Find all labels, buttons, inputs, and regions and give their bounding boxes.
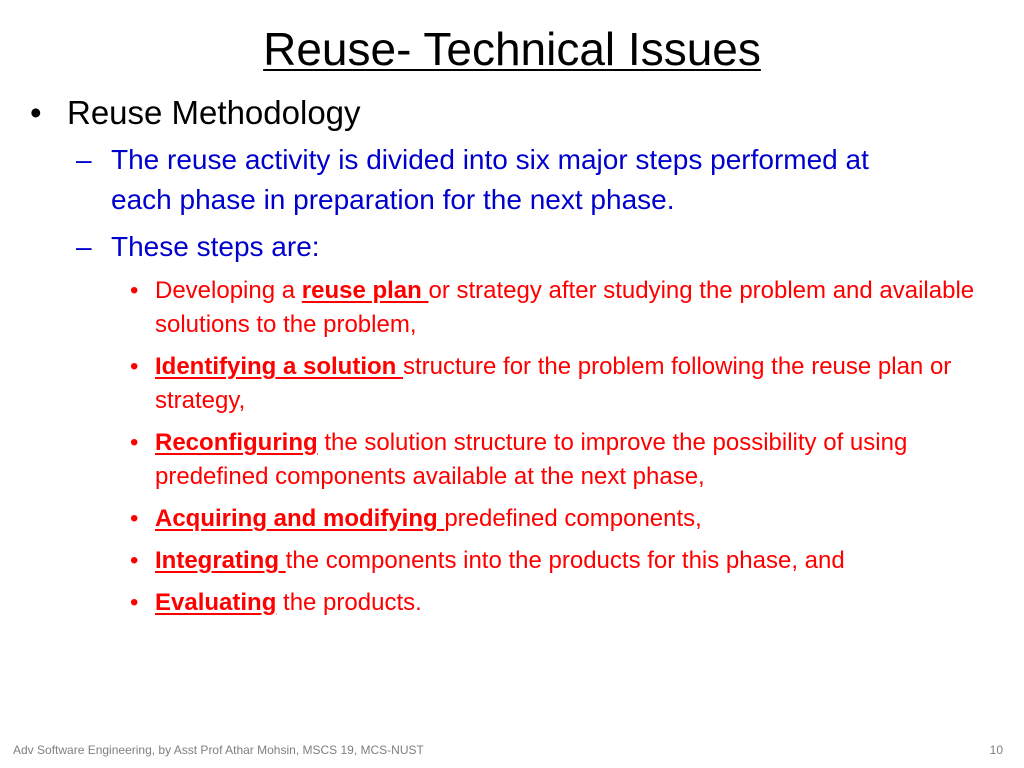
step-text: the solution structure to improve the possibility of using predefined components available at the next phase,	[155, 429, 908, 490]
step-item	[0, 544, 1024, 578]
step-text: structure for the problem following the reuse plan or strategy,	[155, 353, 952, 414]
step-keyword: Acquiring and modifying	[155, 505, 445, 532]
step-item	[0, 274, 1024, 342]
step-text: the products.	[276, 589, 422, 616]
step-text: predefined components,	[444, 505, 702, 532]
level2-text: The reuse activity is divided into six major steps performed at each phase in preparation for the next phase.	[111, 144, 869, 215]
bullet-level2	[0, 227, 1024, 267]
step-keyword: Evaluating	[155, 589, 277, 616]
level1-text: Reuse Methodology	[67, 94, 361, 131]
step-item	[0, 502, 1024, 536]
bullet-level1	[0, 92, 1024, 134]
step-keyword: Reconfiguring	[155, 429, 318, 456]
slide-footer: Adv Software Engineering, by Asst Prof Athar Mohsin, MSCS 19, MCS-NUST	[13, 743, 424, 757]
bullet-icon: •	[130, 505, 139, 532]
bullet-icon: •	[130, 353, 139, 380]
step-text: or strategy after studying the problem and available solutions to the problem,	[155, 277, 975, 338]
dash-icon: –	[76, 144, 92, 175]
bullet-level2	[0, 140, 1024, 220]
step-text: the components into the products for this phase, and	[285, 547, 845, 574]
slide-title: Reuse- Technical Issues	[263, 23, 761, 75]
dash-icon: –	[76, 231, 92, 262]
step-keyword: Integrating	[155, 547, 286, 574]
step-keyword: Identifying a solution	[155, 353, 403, 380]
slide-content	[0, 92, 1024, 628]
step-item	[0, 586, 1024, 620]
bullet-icon: •	[130, 589, 139, 616]
step-prefix: Developing a	[155, 277, 302, 304]
step-item	[0, 426, 1024, 494]
level2-text: These steps are:	[111, 231, 320, 262]
step-item	[0, 350, 1024, 418]
step-keyword: reuse plan	[301, 277, 429, 304]
bullet-icon: •	[30, 94, 42, 131]
bullet-icon: •	[130, 277, 139, 304]
page-number: 10	[989, 743, 1003, 757]
bullet-icon: •	[130, 547, 139, 574]
bullet-icon: •	[130, 429, 139, 456]
